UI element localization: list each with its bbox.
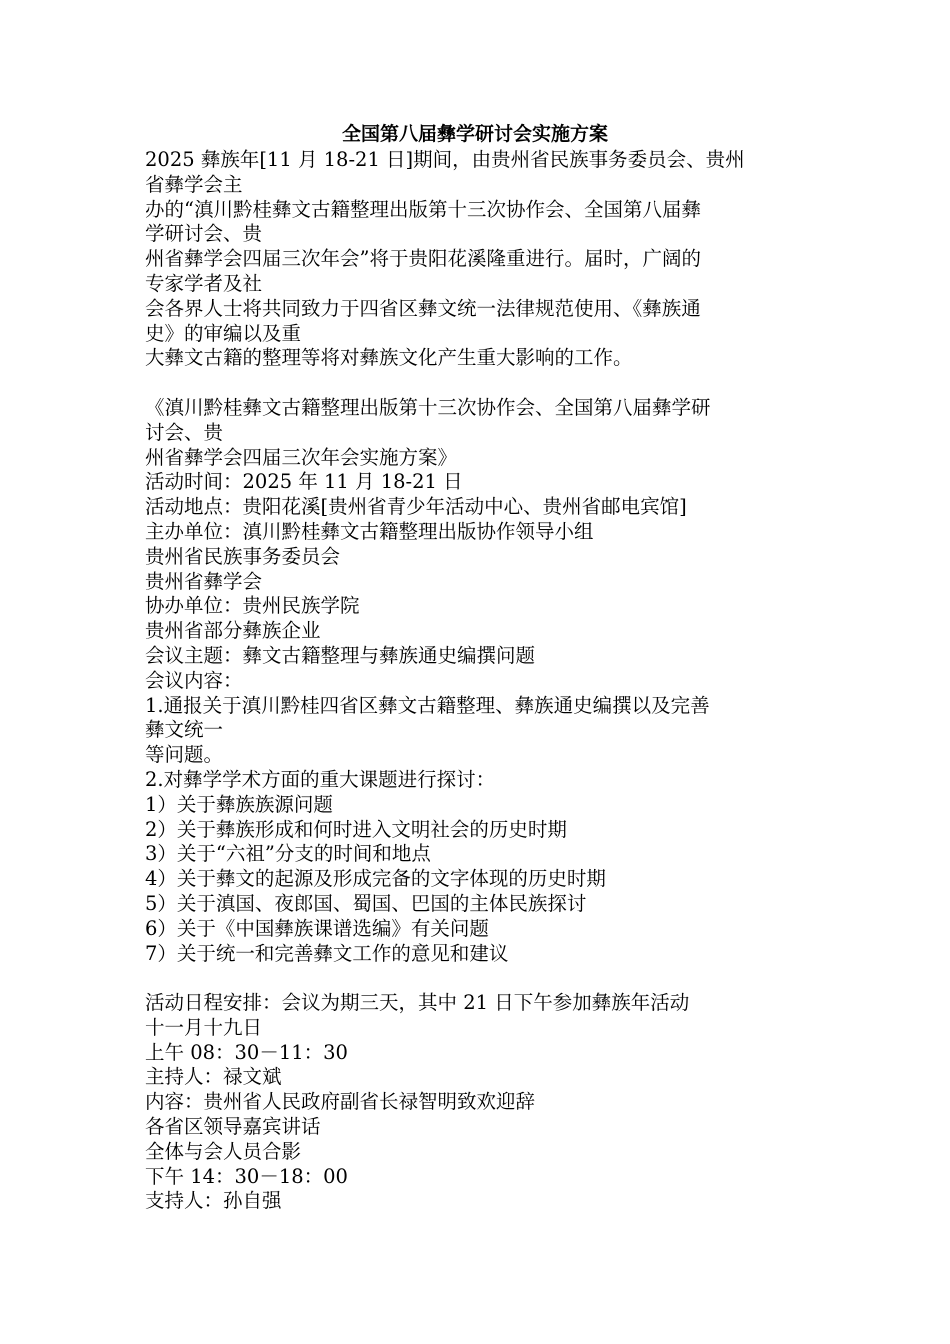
intro-line: 会各界人士将共同致力于四省区彝文统一法律规范使用、《彝族通 xyxy=(145,296,701,320)
schedule-host: 支持人：孙自强 xyxy=(145,1189,282,1213)
document-body xyxy=(145,148,805,1214)
topic-item: 4）关于彝文的起源及形成完备的文字体现的历史时期 xyxy=(145,867,606,891)
schedule-date: 十一月十九日 xyxy=(145,1015,263,1039)
plan-title-line: 《滇川黔桂彝文古籍整理出版第十三次协作会、全国第八届彝学研 xyxy=(145,395,711,419)
meeting-theme: 会议主题：彝文古籍整理与彝族通史编撰问题 xyxy=(145,643,536,667)
co-host-unit: 协办单位：贵州民族学院 xyxy=(145,594,360,618)
plan-title-line: 州省彝学会四届三次年会实施方案》 xyxy=(145,445,458,469)
intro-line: 办的“滇川黔桂彝文古籍整理出版第十三次协作会、全国第八届彝 xyxy=(145,197,701,221)
plan-title-line: 讨会、贵 xyxy=(145,420,224,444)
content-item-2: 2.对彝学学术方面的重大课题进行探讨： xyxy=(145,767,496,791)
blank-line xyxy=(145,371,805,396)
topic-item: 3）关于“六祖”分支的时间和地点 xyxy=(145,842,431,866)
intro-line: 大彝文古籍的整理等将对彝族文化产生重大影响的工作。 xyxy=(145,346,633,370)
intro-line: 学研讨会、贵 xyxy=(145,222,263,246)
schedule-time: 上午 08：30－11：30 xyxy=(145,1040,348,1064)
schedule-content: 内容：贵州省人民政府副省长禄智明致欢迎辞 xyxy=(145,1090,536,1114)
content-item-1: 1.通报关于滇川黔桂四省区彝文古籍整理、彝族通史编撰以及完善 xyxy=(145,693,710,717)
host-unit: 主办单位：滇川黔桂彝文古籍整理出版协作领导小组 xyxy=(145,519,594,543)
intro-line: 省彝学会主 xyxy=(145,172,243,196)
intro-line: 州省彝学会四届三次年会”将于贵阳花溪隆重进行。届时，广阔的 xyxy=(145,247,701,271)
host-unit-2: 贵州省民族事务委员会 xyxy=(145,544,341,568)
topic-item: 6）关于《中国彝族课谱选编》有关问题 xyxy=(145,916,489,940)
schedule-content: 各省区领导嘉宾讲话 xyxy=(145,1115,321,1139)
intro-paragraph xyxy=(145,148,805,371)
content-item-1: 等问题。 xyxy=(145,743,224,767)
topic-item: 7）关于统一和完善彝文工作的意见和建议 xyxy=(145,941,509,965)
co-host-unit-2: 贵州省部分彝族企业 xyxy=(145,619,321,643)
activity-location: 活动地点：贵阳花溪[贵州省青少年活动中心、贵州省邮电宾馆] xyxy=(145,495,687,519)
schedule-time: 下午 14：30－18：00 xyxy=(145,1164,348,1188)
schedule-content: 全体与会人员合影 xyxy=(145,1139,302,1163)
host-unit-3: 贵州省彝学会 xyxy=(145,569,263,593)
topic-item: 2）关于彝族形成和何时进入文明社会的历史时期 xyxy=(145,817,567,841)
meeting-content-heading: 会议内容： xyxy=(145,668,243,692)
plan-section xyxy=(145,396,805,966)
topic-item: 1）关于彝族族源问题 xyxy=(145,792,333,816)
activity-time: 活动时间：2025 年 11 月 18-21 日 xyxy=(145,470,463,494)
blank-line xyxy=(145,966,805,991)
intro-line: 2025 彝族年[11 月 18-21 日]期间，由贵州省民族事务委员会、贵州 xyxy=(145,148,745,171)
schedule-section xyxy=(145,991,805,1214)
topic-item: 5）关于滇国、夜郎国、蜀国、巴国的主体民族探讨 xyxy=(145,891,587,915)
content-item-1: 彝文统一 xyxy=(145,718,224,742)
schedule-heading: 活动日程安排：会议为期三天，其中 21 日下午参加彝族年活动 xyxy=(145,991,690,1015)
intro-line: 专家学者及社 xyxy=(145,271,263,295)
schedule-host: 主持人：禄文斌 xyxy=(145,1065,282,1089)
document-title: 全国第八届彝学研讨会实施方案 xyxy=(341,123,608,145)
intro-line: 史》的审编以及重 xyxy=(145,321,302,345)
